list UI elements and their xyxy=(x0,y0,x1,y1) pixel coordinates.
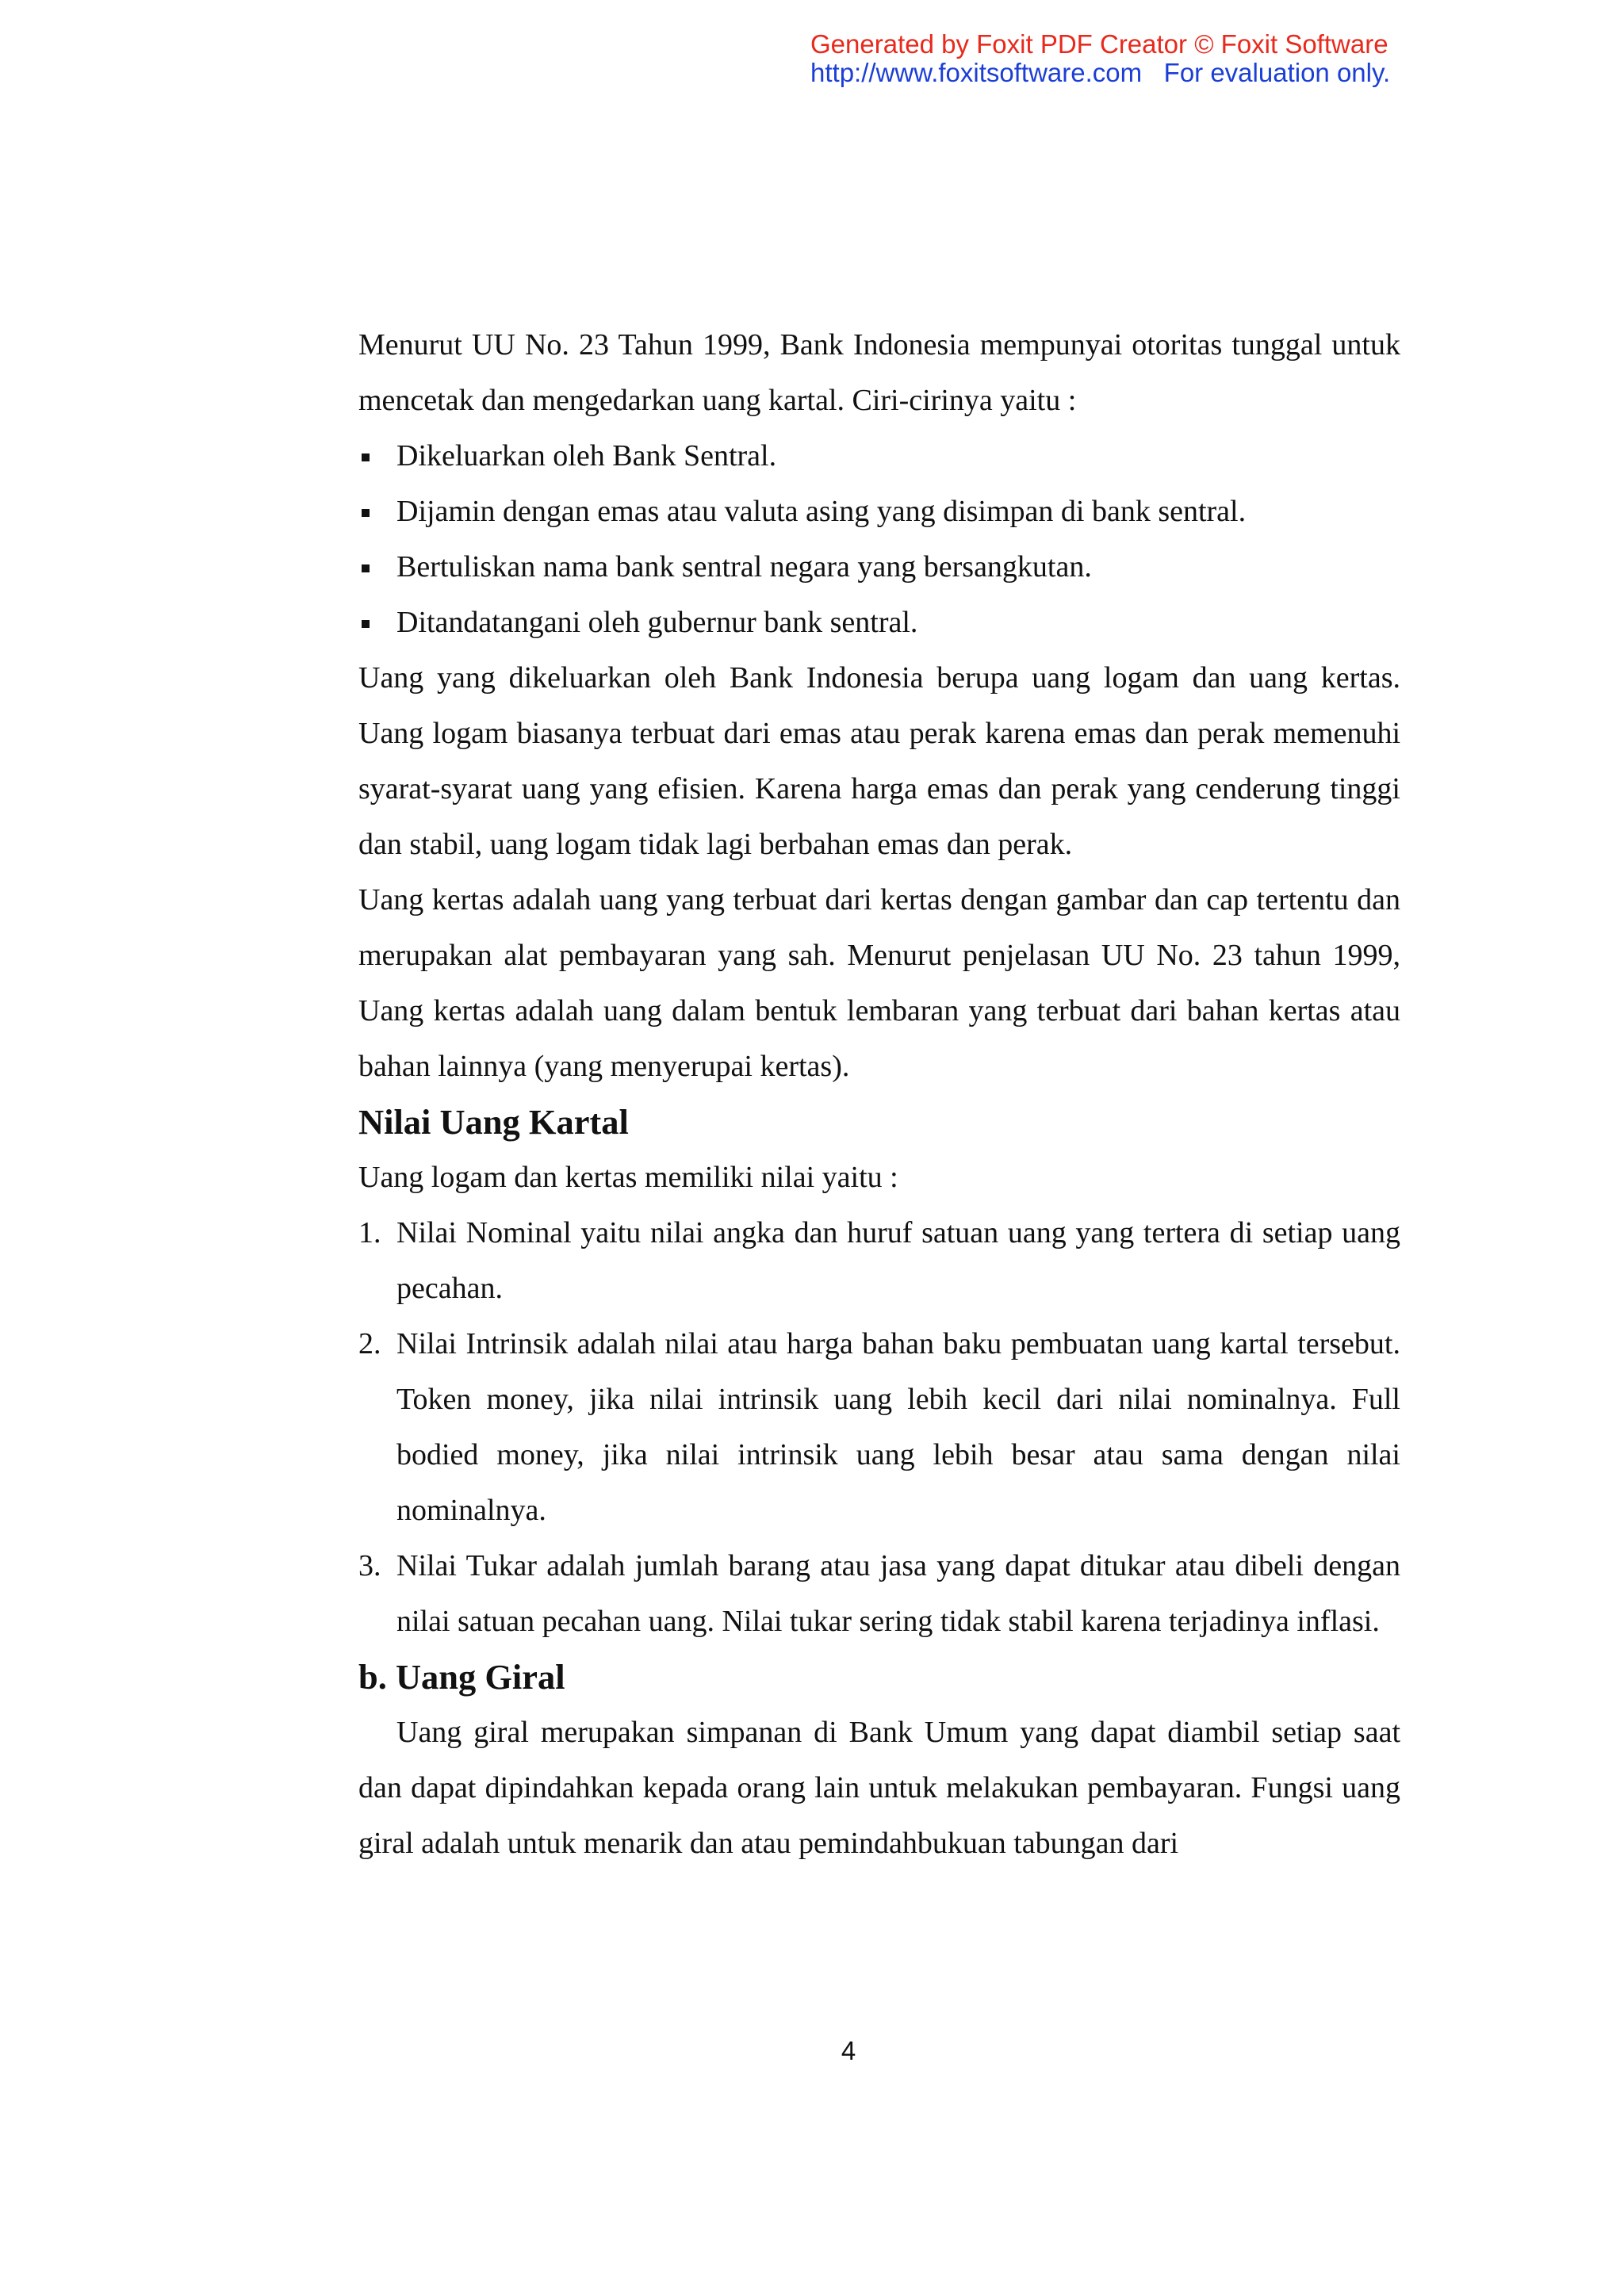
list-item-text: Nilai Intrinsik adalah nilai atau harga bahan baku pembuatan uang kartal tersebut. Token money, jika nilai intrinsik uang lebih kecil dari nilai nominalnya. Full bodied money, jika nilai intrinsik uang lebih besar atau sama dengan nilai nominalnya. xyxy=(396,1327,1400,1527)
list-number: 2. xyxy=(358,1327,381,1360)
watermark-line-2 xyxy=(810,59,1603,87)
list-number: 1. xyxy=(358,1216,381,1249)
paper-money-paragraph: Uang kertas adalah uang yang terbuat dari kertas dengan gambar dan cap tertentu dan merupakan alat pembayaran yang sah. Menurut penjelasan UU No. 23 tahun 1999, Uang kertas adalah uang dalam bentuk lembaran yang terbuat dari bahan kertas atau bahan lainnya (yang menyerupai kertas). xyxy=(358,883,1400,1083)
list-item xyxy=(358,1538,1400,1649)
list-item xyxy=(358,428,1400,484)
section-heading-nilai-uang-kartal: Nilai Uang Kartal xyxy=(358,1102,629,1142)
list-item xyxy=(358,595,1400,650)
square-bullet-icon xyxy=(362,509,370,517)
list-item xyxy=(358,539,1400,595)
square-bullet-icon xyxy=(362,453,370,461)
watermark-note: For evaluation only. xyxy=(1163,58,1391,87)
list-item xyxy=(358,484,1400,539)
square-bullet-icon xyxy=(362,620,370,628)
characteristics-list xyxy=(358,428,1400,650)
giral-paragraph: Uang giral merupakan simpanan di Bank Umum yang dapat diambil setiap saat dan dapat dipindahkan kepada orang lain untuk melakukan pembayaran. Fungsi uang giral adalah untuk menarik dan atau pemindahbukuan tabungan dari xyxy=(358,1716,1400,1860)
value-types-list xyxy=(358,1205,1400,1649)
list-item xyxy=(358,1205,1400,1316)
page-number: 4 xyxy=(841,2036,856,2065)
list-item-text: Nilai Tukar adalah jumlah barang atau jasa yang dapat ditukar atau dibeli dengan nilai satuan pecahan uang. Nilai tukar sering tidak stabil karena terjadinya inflasi. xyxy=(396,1549,1400,1638)
list-number: 3. xyxy=(358,1549,381,1582)
intro-paragraph: Menurut UU No. 23 Tahun 1999, Bank Indonesia mempunyai otoritas tunggal untuk mencetak dan mengedarkan uang kartal. Ciri-cirinya yaitu : xyxy=(358,328,1400,417)
list-item-text: Nilai Nominal yaitu nilai angka dan huruf satuan uang yang tertera di setiap uang pecahan. xyxy=(396,1216,1400,1305)
document-body xyxy=(358,317,1400,1871)
value-intro-paragraph: Uang logam dan kertas memiliki nilai yaitu : xyxy=(358,1161,898,1194)
square-bullet-icon xyxy=(362,564,370,572)
list-item-text: Dijamin dengan emas atau valuta asing yang disimpan di bank sentral. xyxy=(396,495,1247,528)
list-item-text: Bertuliskan nama bank sentral negara yang bersangkutan. xyxy=(396,550,1092,584)
watermark-line-1: Generated by Foxit PDF Creator © Foxit Software xyxy=(810,29,1388,59)
list-item-text: Ditandatangani oleh gubernur bank sentral. xyxy=(396,606,918,639)
coin-paragraph: Uang yang dikeluarkan oleh Bank Indonesia berupa uang logam dan uang kertas. Uang logam biasanya terbuat dari emas atau perak karena emas dan perak memenuhi syarat-syarat uang yang efisien. Karena harga emas dan perak yang cenderung tinggi dan stabil, uang logam tidak lagi berbahan emas dan perak. xyxy=(358,661,1400,861)
list-item xyxy=(358,1316,1400,1538)
watermark-link[interactable]: http://www.foxitsoftware.com xyxy=(810,58,1143,87)
foxit-watermark xyxy=(810,30,1603,87)
section-heading-uang-giral: b. Uang Giral xyxy=(358,1657,565,1697)
list-item-text: Dikeluarkan oleh Bank Sentral. xyxy=(396,439,777,473)
